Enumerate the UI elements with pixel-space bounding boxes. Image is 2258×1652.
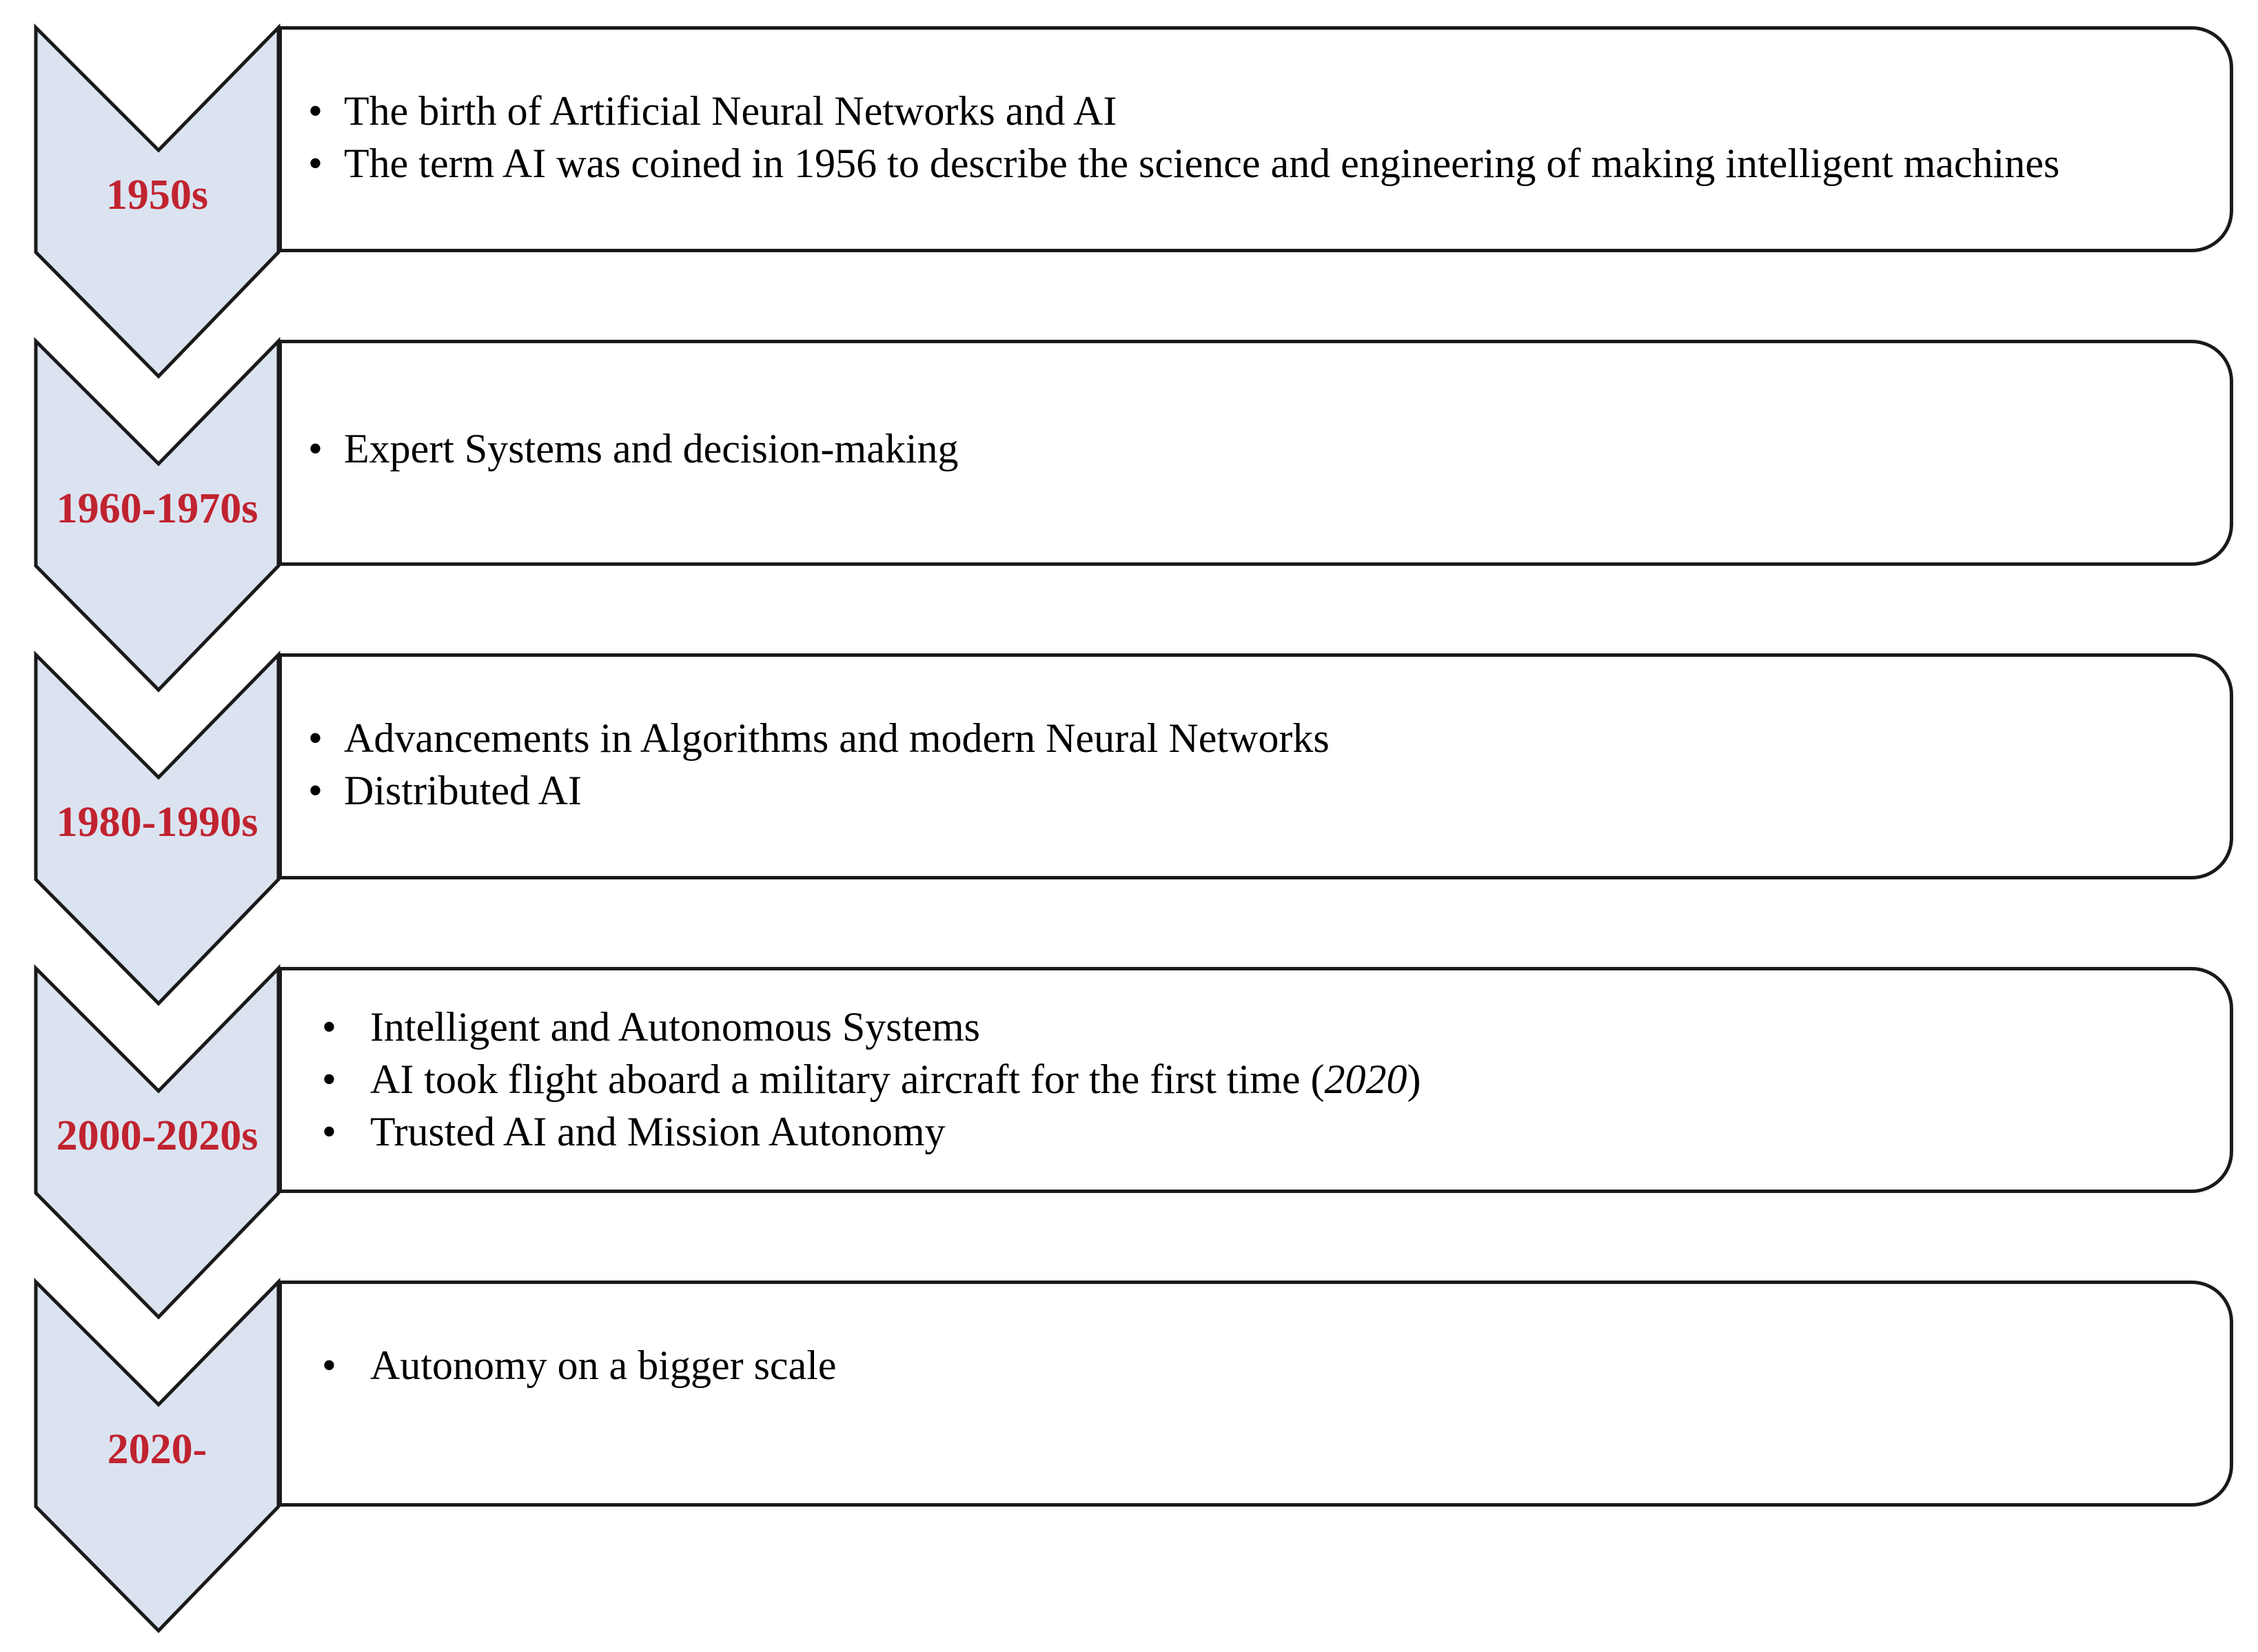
bullet-dot-icon: • <box>308 426 323 471</box>
bullet-list <box>314 1339 837 1391</box>
bullet-item: • Expert Systems and decision-making <box>301 422 959 475</box>
stage-content-box <box>278 1281 2233 1507</box>
bullet-dot-icon: • <box>308 141 323 186</box>
period-label: 2020- <box>107 1426 207 1473</box>
period-label: 1980-1990s <box>56 799 258 846</box>
bullet-item: • Distributed AI <box>301 764 1330 817</box>
stage-content-box <box>278 26 2233 252</box>
stage-content-box <box>278 653 2233 879</box>
bullet-item: • AI took flight aboard a military aircraft for the first time (2020) <box>314 1053 1421 1105</box>
bullet-dot-icon: • <box>308 768 323 813</box>
bullet-dot-icon: • <box>322 1004 337 1050</box>
bullet-dot-icon: • <box>308 715 323 761</box>
stage-content-box <box>278 967 2233 1193</box>
bullet-item: • Advancements in Algorithms and modern Neural Networks <box>301 712 1330 764</box>
bullet-item: • The term AI was coined in 1956 to describe the science and engineering of making intelligent machines <box>301 137 2059 190</box>
bullet-item: • Autonomy on a bigger scale <box>314 1339 837 1391</box>
bullet-list <box>301 712 1330 817</box>
timeline-stage-2000-2020s <box>0 967 2258 1270</box>
period-label: 2000-2020s <box>56 1112 258 1159</box>
bullet-item: • Intelligent and Autonomous Systems <box>314 1001 1421 1053</box>
bullet-dot-icon: • <box>322 1109 337 1154</box>
bullet-dot-icon: • <box>322 1057 337 1102</box>
period-label: 1960-1970s <box>56 485 258 532</box>
timeline-stage-1960-1970s <box>0 340 2258 643</box>
bullet-dot-icon: • <box>308 88 323 134</box>
bullet-list <box>301 85 2059 190</box>
bullet-item: • The birth of Artificial Neural Networks and AI <box>301 85 2059 137</box>
bullet-list <box>301 422 959 475</box>
bullet-dot-icon: • <box>322 1343 337 1388</box>
timeline-stage-1950s <box>0 26 2258 329</box>
bullet-list <box>314 1001 1421 1158</box>
period-label: 1950s <box>105 172 209 218</box>
stage-content-box <box>278 340 2233 566</box>
timeline-stage-2020- <box>0 1281 2258 1584</box>
timeline-stage-1980-1990s <box>0 653 2258 957</box>
bullet-item: • Trusted AI and Mission Autonomy <box>314 1105 1421 1158</box>
